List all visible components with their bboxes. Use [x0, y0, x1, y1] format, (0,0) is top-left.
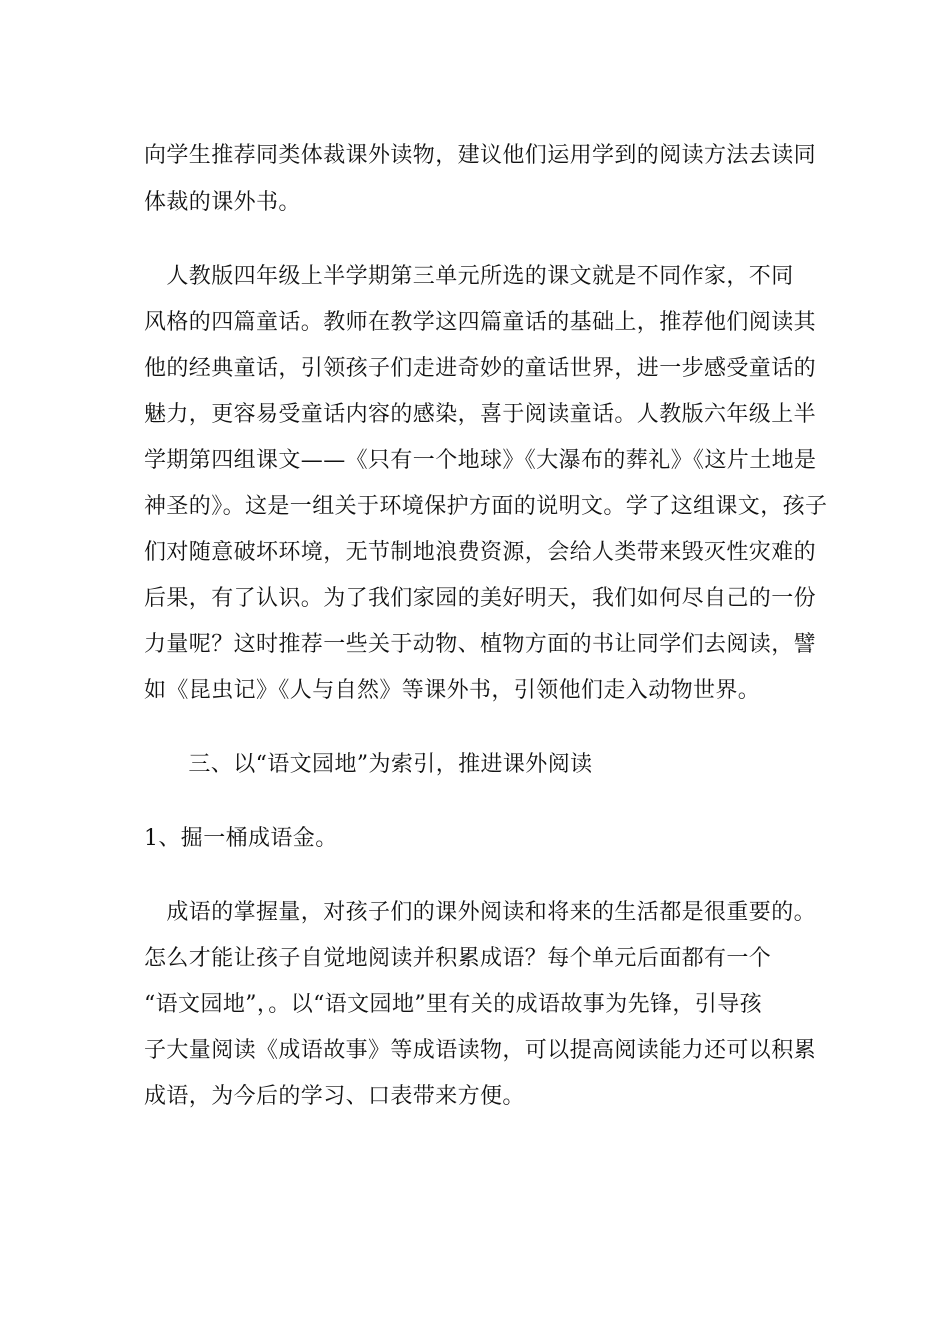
paragraph-3-line-5: 成语，为今后的学习、口表带来方便。: [144, 1084, 525, 1109]
paragraph-3-line-1: 成语的掌握量，对孩子们的课外阅读和将来的生活都是很重要的。: [144, 900, 817, 925]
paragraph-2-line-7: 们对随意破坏环境，无节制地浪费资源，会给人类带来毁灭性灾难的: [144, 540, 817, 565]
paragraph-1-line-2: 体裁的课外书。: [144, 190, 301, 215]
paragraph-2-line-8: 后果，有了认识。为了我们家园的美好明天，我们如何尽自己的一份: [144, 586, 817, 611]
paragraph-2-line-3: 他的经典童话，引领孩子们走进奇妙的童话世界，进一步感受童话的: [144, 356, 817, 381]
paragraph-3-line-4: 子大量阅读《成语故事》等成语读物，可以提高阅读能力还可以积累: [144, 1038, 817, 1063]
paragraph-2-line-5: 学期第四组课文——《只有一个地球》《大瀑布的葬礼》《这片土地是: [144, 448, 817, 473]
paragraph-1-line-1: 向学生推荐同类体裁课外读物，建议他们运用学到的阅读方法去读同: [144, 143, 817, 168]
paragraph-2-line-1: 人教版四年级上半学期第三单元所选的课文就是不同作家，不同: [144, 264, 794, 289]
paragraph-2-line-2: 风格的四篇童话。教师在教学这四篇童话的基础上，推荐他们阅读其: [144, 310, 817, 335]
paragraph-3-line-2: 怎么才能让孩子自觉地阅读并积累成语？每个单元后面都有一个: [144, 946, 772, 971]
paragraph-2-line-4: 魅力，更容易受童话内容的感染，喜于阅读童话。人教版六年级上半: [144, 402, 817, 427]
paragraph-2-line-6: 神圣的》。这是一组关于环境保护方面的说明文。学了这组课文，孩子: [144, 494, 828, 519]
paragraph-2-line-10: 如《昆虫记》《人与自然》等课外书，引领他们走入动物世界。: [144, 678, 761, 703]
section-heading: 三、以“语文园地”为索引，推进课外阅读: [166, 752, 593, 777]
paragraph-2-line-9: 力量呢？这时推荐一些关于动物、植物方面的书让同学们去阅读，譬: [144, 632, 817, 657]
subheading: 1、掘一桶成语金。: [144, 826, 338, 851]
paragraph-3-line-3: “语文园地”，。以“语文园地”里有关的成语故事为先锋，引导孩: [144, 992, 762, 1017]
